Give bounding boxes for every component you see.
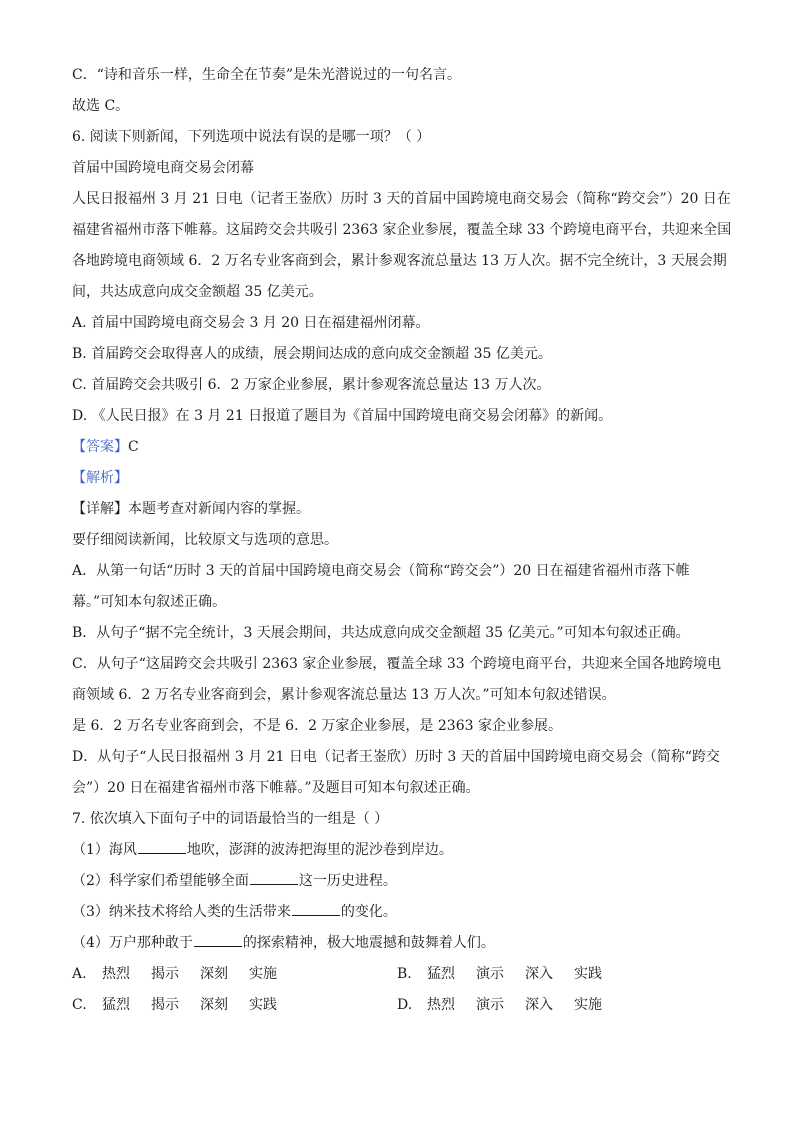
explanation-line: A．从第一句话“历时 3 天的首届中国跨境电商交易会（简称“跨交会”）20 日在福建省福州市落下帷 xyxy=(72,563,690,579)
sentence-post: 的变化。 xyxy=(340,904,397,920)
choice-word: 实施 xyxy=(249,966,277,982)
choice-word: 实施 xyxy=(574,997,602,1013)
choice-word: 揭示 xyxy=(151,966,179,982)
choice-letter: C. xyxy=(72,997,87,1013)
sentence-pre: （1）海风 xyxy=(72,842,137,858)
choice-word: 深刻 xyxy=(200,966,228,982)
explanation-line: 会”）20 日在福建省福州市落下帷幕。”及题目可知本句叙述正确。 xyxy=(72,780,480,796)
sentence-3 xyxy=(72,897,722,928)
choice-a xyxy=(72,959,397,990)
answer-value: C xyxy=(128,439,139,455)
news-title: 首届中国跨境电商交易会闭幕 xyxy=(72,160,254,176)
sentence-4 xyxy=(72,928,722,959)
choice-word: 热烈 xyxy=(102,966,130,982)
option-d: D. 《人民日报》在 3 月 21 日报道了题目为《首届中国跨境电商交易会闭幕》的新闻。 xyxy=(72,408,613,424)
choice-word: 深入 xyxy=(525,966,553,982)
explanation-line: B．从句子“据不完全统计，3 天展会期间，共达成意向成交金额超 35 亿美元。”可知本句叙述正确。 xyxy=(72,625,690,641)
fill-blank xyxy=(138,839,186,854)
document-page xyxy=(72,60,732,1021)
sentence-pre: （4）万户那种敢于 xyxy=(72,935,193,951)
question-7-stem: 7. 依次填入下面句子中的词语最恰当的一组是（ ） xyxy=(72,811,389,827)
choice-row xyxy=(72,990,722,1021)
choice-word: 演示 xyxy=(476,997,504,1013)
sentence-post: 这一历史进程。 xyxy=(298,873,397,889)
fill-blank xyxy=(194,932,242,947)
news-body-line: 福建省福州市落下帷幕。这届跨交会共吸引 2363 家企业参展，覆盖全球 33 个跨境电商平台，共迎来全国 xyxy=(72,222,732,238)
choice-word: 热烈 xyxy=(427,997,455,1013)
fill-blank xyxy=(292,901,340,916)
choice-letter: B. xyxy=(397,966,412,982)
choice-word: 演示 xyxy=(476,966,504,982)
choice-d xyxy=(397,990,722,1021)
detail-line xyxy=(72,494,722,525)
sentence-pre: （2）科学家们希望能够全面 xyxy=(72,873,249,889)
sentence-pre: （3）纳米技术将给人类的生活带来 xyxy=(72,904,291,920)
sentence-post: 的探索精神，极大地震撼和鼓舞着人们。 xyxy=(242,935,495,951)
choice-row xyxy=(72,959,722,990)
option-b: B. 首届跨交会取得喜人的成绩，展会期间达成的意向成交金额超 35 亿美元。 xyxy=(72,346,552,362)
detail-tag: 【详解】 xyxy=(72,501,128,517)
choice-word: 猛烈 xyxy=(102,997,130,1013)
detail-intro: 本题考查对新闻内容的掌握。 xyxy=(128,501,310,517)
choice-word: 实践 xyxy=(249,997,277,1013)
answer-line xyxy=(72,432,722,463)
choice-word: 猛烈 xyxy=(427,966,455,982)
choice-word: 实践 xyxy=(574,966,602,982)
news-body-line: 人民日报福州 3 月 21 日电（记者王崟欣）历时 3 天的首届中国跨境电商交易会（简称“跨交会”）20 日在 xyxy=(72,191,731,207)
explanation-line: D．从句子“人民日报福州 3 月 21 日电（记者王崟欣）历时 3 天的首届中国跨境电商交易会（简称“跨交 xyxy=(72,749,720,765)
option-c: C. 首届跨交会共吸引 6．2 万家企业参展，累计参观客流总量达 13 万人次。 xyxy=(72,377,551,393)
sentence-post: 地吹，澎湃的波涛把海里的泥沙卷到岸边。 xyxy=(186,842,453,858)
question-6-stem: 6. 阅读下则新闻，下列选项中说法有误的是哪一项？（ ） xyxy=(72,129,431,145)
explanation-line: 是 6．2 万名专业客商到会，不是 6．2 万家企业参展，是 2363 家企业参展。 xyxy=(72,718,562,734)
prev-answer-line: C．“诗和音乐一样，生命全在节奏”是朱光潜说过的一句名言。 xyxy=(72,67,462,83)
news-body-line: 各地跨境电商领域 6．2 万名专业客商到会，累计参观客流总量达 13 万人次。据不完全统计，3 天展会期 xyxy=(72,253,727,269)
explanation-line: 幕。”可知本句叙述正确。 xyxy=(72,594,227,610)
analysis-tag: 【解析】 xyxy=(72,470,128,486)
choice-word: 揭示 xyxy=(151,997,179,1013)
fill-blank xyxy=(250,870,298,885)
option-a: A. 首届中国跨境电商交易会 3 月 20 日在福建福州闭幕。 xyxy=(72,315,430,331)
prev-choice-line: 故选 C。 xyxy=(72,98,130,114)
choice-word: 深刻 xyxy=(200,997,228,1013)
explanation-line: 商领域 6．2 万名专业客商到会，累计参观客流总量达 13 万人次。”可知本句叙述错误。 xyxy=(72,687,616,703)
choice-letter: D. xyxy=(397,997,413,1013)
choice-word: 深入 xyxy=(525,997,553,1013)
choice-b xyxy=(397,959,722,990)
explanation-line: 要仔细阅读新闻，比较原文与选项的意思。 xyxy=(72,532,338,548)
news-body-line: 间，共达成意向成交金额超 35 亿美元。 xyxy=(72,284,323,300)
choice-letter: A. xyxy=(72,966,87,982)
analysis-line xyxy=(72,463,722,494)
explanation-line: C．从句子“这届跨交会共吸引 2363 家企业参展，覆盖全球 33 个跨境电商平台，共迎来全国各地跨境电 xyxy=(72,656,722,672)
sentence-2 xyxy=(72,866,722,897)
answer-tag: 【答案】 xyxy=(72,439,128,455)
choice-c xyxy=(72,990,397,1021)
sentence-1 xyxy=(72,835,722,866)
